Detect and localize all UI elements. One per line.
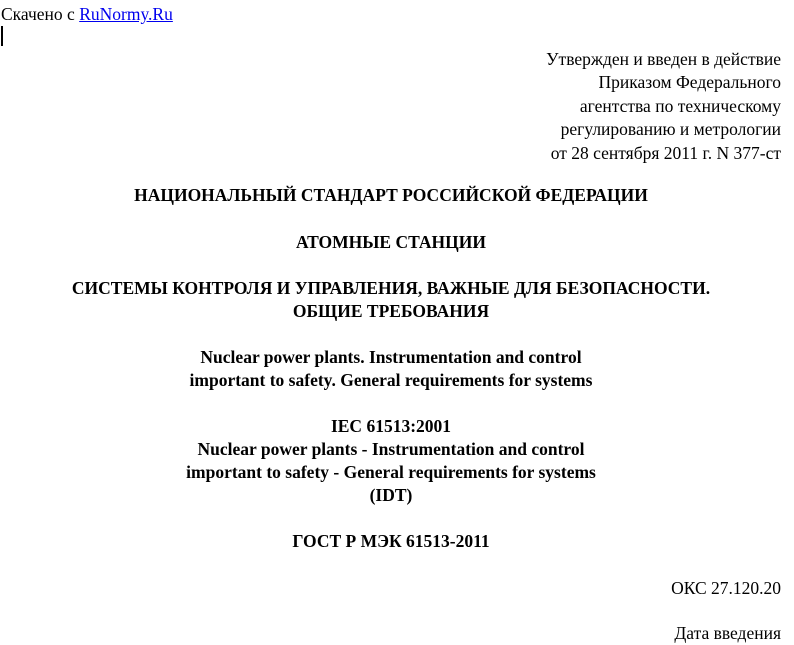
iec-idt: (IDT) bbox=[369, 485, 413, 505]
national-standard-text: НАЦИОНАЛЬНЫЙ СТАНДАРТ РОССИЙСКОЙ ФЕДЕРАЦИИ bbox=[134, 185, 648, 205]
iec-code: IEC 61513:2001 bbox=[330, 416, 452, 436]
national-standard-heading bbox=[0, 184, 782, 207]
iec-block bbox=[0, 415, 782, 507]
english-title-line-1: Nuclear power plants. Instrumentation and control bbox=[200, 347, 582, 367]
english-title bbox=[0, 346, 782, 392]
approval-line: регулированию и метрологии bbox=[560, 119, 781, 140]
download-source-line bbox=[1, 4, 173, 24]
text-cursor bbox=[1, 26, 3, 46]
iec-title-line-2: important to safety - General requirements for systems bbox=[186, 462, 596, 482]
approval-block bbox=[546, 48, 781, 165]
subject-heading bbox=[0, 231, 782, 254]
approval-line: агентства по техническому bbox=[579, 95, 781, 116]
approval-line: Приказом Федерального bbox=[598, 72, 781, 93]
runormy-link[interactable]: RuNormy.Ru bbox=[79, 4, 173, 24]
intro-date-label: Дата введения bbox=[674, 623, 781, 643]
english-title-line-2: important to safety. General requirements for systems bbox=[189, 370, 593, 390]
systems-line-2: ОБЩИЕ ТРЕБОВАНИЯ bbox=[292, 301, 490, 321]
download-prefix: Скачено с bbox=[1, 4, 75, 24]
systems-line-1: СИСТЕМЫ КОНТРОЛЯ И УПРАВЛЕНИЯ, ВАЖНЫЕ ДЛЯ БЕЗОПАСНОСТИ. bbox=[71, 278, 711, 298]
oks-code: ОКС 27.120.20 bbox=[671, 578, 781, 598]
approval-line: от 28 сентября 2011 г. N 377-ст bbox=[550, 142, 781, 163]
subject-text: АТОМНЫЕ СТАНЦИИ bbox=[295, 232, 487, 252]
systems-heading bbox=[0, 277, 782, 323]
gost-code-heading bbox=[0, 530, 782, 553]
approval-line: Утвержден и введен в действие bbox=[546, 49, 781, 69]
iec-title-line-1: Nuclear power plants - Instrumentation and control bbox=[197, 439, 585, 459]
gost-code: ГОСТ Р МЭК 61513-2011 bbox=[292, 531, 490, 551]
